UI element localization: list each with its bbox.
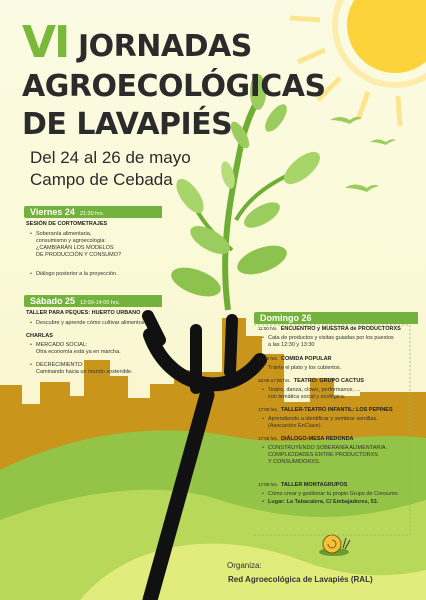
sabado-time: 12:00-14:00 hrs. bbox=[80, 300, 121, 306]
sabado-taller: TALLER PARA PEQUES: HUERTO URBANO bbox=[26, 310, 141, 316]
viernes-item-1: • Soberanía alimentaria, consumismo y agroecología: ¿CAMBIARÁN LOS MODELOS DE PRODUCCIÓN Y CONSUMO? bbox=[30, 231, 122, 258]
event-place: Campo de Cebada bbox=[30, 170, 173, 189]
sabado-day: Sábado 25 bbox=[30, 296, 76, 306]
domingo-event-6-title: 17:00 hrs. TALLER MONTAGRUPOS bbox=[258, 482, 348, 488]
domingo-day: Domingo 26 bbox=[260, 313, 312, 323]
domingo-event-4-title: 17:00 hrs. TALLER-TEATRO INFANTIL: LOS PEPINES bbox=[258, 407, 393, 413]
title-line-2: AGROECOLÓGICAS bbox=[22, 69, 326, 104]
domingo-event-1-desc: • Cata de productos y visitas guiadas por los puestos a las 12:30 y 13:30 bbox=[262, 335, 394, 348]
title-line-3: DE LAVAPIÉS bbox=[22, 107, 233, 142]
domingo-event-6-place: • Lugar: La Tabacalera, C/ Embajadores, 53. bbox=[262, 499, 379, 505]
domingo-event-6-desc: • Cómo crear y gestionar tu propio Grupo de Consumo. bbox=[262, 491, 400, 497]
domingo-event-2-title: 14:30 hrs. COMIDA POPULAR bbox=[258, 356, 332, 362]
sabado-charlas: CHARLAS bbox=[26, 333, 53, 339]
sabado-header bbox=[24, 295, 162, 307]
viernes-item-2: • Diálogo posterior a la proyección. bbox=[30, 271, 118, 277]
domingo-event-4-desc: • Aprendiendo a identificar y sembrar semillas. (Asociación EnClave). bbox=[262, 416, 378, 429]
viernes-day: Viernes 24 bbox=[30, 207, 75, 217]
viernes-time: 21:30 hrs. bbox=[79, 211, 105, 217]
event-dates: Del 24 al 26 de mayo bbox=[30, 148, 191, 167]
sabado-taller-item: • Descubre y aprende cómo cultivar alimentos. bbox=[30, 320, 147, 326]
domingo-event-5-desc: • CONSTRUYENDO SOBERANÍA ALIMENTARIA. COMPLICIDADES ENTRE PRODUCTORXS Y CONSUMIDORXS. bbox=[262, 445, 388, 465]
sun-icon bbox=[290, 0, 426, 126]
organiza-label: Organiza: bbox=[227, 561, 262, 570]
domingo-event-3-title: 16:00-17:00 hrs. TEATRO: GRUPO CACTUS bbox=[258, 378, 364, 384]
domingo-header bbox=[254, 312, 418, 324]
viernes-session: SESIÓN DE CORTOMETRAJES bbox=[26, 221, 108, 227]
domingo-event-5-title: 17:00 hrs. DIÁLOGO-MESA REDONDA bbox=[258, 436, 354, 442]
edition-number: VI bbox=[22, 17, 69, 68]
sabado-charla-2: • DECRECIMIENTO: Caminando hacia un mundo sostenible. bbox=[30, 362, 133, 375]
domingo-event-1-title: 11:00 hrs. ENCUENTRO y MUESTRA de PRODUCTORXS bbox=[258, 326, 401, 332]
domingo-event-3-desc: • Teatro, danza, clown, performance, … con temática social y ecológica. bbox=[262, 387, 361, 400]
domingo-event-2-desc: • Tráete el plato y los cubiertos. bbox=[262, 365, 342, 371]
bird-icon bbox=[330, 117, 396, 192]
sabado-charla-1: • MERCADO SOCIAL: Otra economía está ya en marcha. bbox=[30, 342, 121, 355]
organiza-name: Red Agroecológica de Lavapiés (RAL) bbox=[228, 575, 373, 584]
title-line-1: JORNADAS bbox=[78, 29, 252, 64]
viernes-header bbox=[24, 206, 162, 218]
